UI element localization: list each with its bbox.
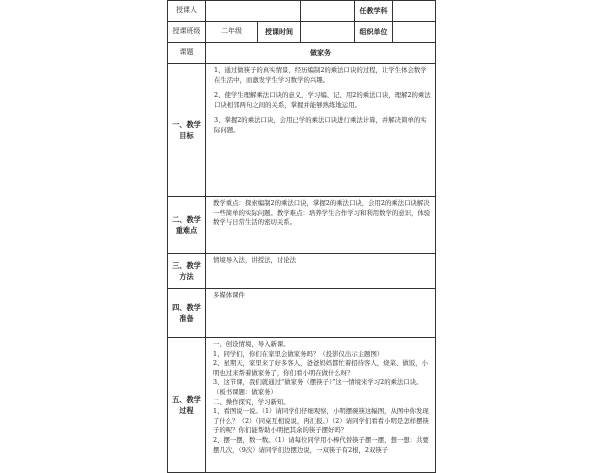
- header-row-topic: [168, 43, 436, 64]
- methods-label: 三、教学方法: [168, 254, 206, 289]
- objectives-content: [206, 64, 436, 197]
- unit-label: 组织单位: [355, 22, 393, 43]
- lesson-plan-document: [167, 0, 435, 454]
- header-row-class: [168, 22, 436, 43]
- teacher-cell: [206, 1, 301, 22]
- process-line: 2、星期天，家里来了好多客人，爸爸妈妈都忙着招待客人，烧菜、做饭，小明也过来帮着做家务了，你们看小明在做什么呀？: [213, 359, 428, 377]
- topic-value: 做家务: [206, 43, 436, 64]
- preparation-text: 多媒体课件: [213, 291, 245, 299]
- section-methods: [168, 254, 436, 289]
- process-label: 五、教学过程: [168, 338, 206, 473]
- section-process: [168, 338, 436, 473]
- class-value: 二年级: [206, 22, 258, 43]
- section-objectives: [168, 64, 436, 197]
- unit-cell: [393, 22, 436, 43]
- header-row-teacher: [168, 1, 436, 22]
- process-line: 二、操作探究，学习新知。: [213, 397, 290, 406]
- topic-label: 课题: [168, 43, 206, 64]
- key-points-content: [206, 197, 436, 254]
- lesson-plan-table: [167, 0, 436, 473]
- preparation-label: 四、教学准备: [168, 289, 206, 338]
- time-cell: [301, 22, 355, 43]
- methods-text: 情境导入法，讲授法，讨论法: [213, 256, 297, 264]
- class-label: 授课班级: [168, 22, 206, 43]
- time-label: 授课时间: [258, 22, 301, 43]
- teacher-label: 授课人: [168, 1, 206, 22]
- key-points-text: 教学重点：探索编制2的乘法口诀，掌握2的乘法口诀，会用2的乘法口诀解决一些简单的实际问题。教学难点：培养学生合作学习和利用数学的意识，体验数学与日常生活的密切关系。: [213, 199, 431, 227]
- process-line: 1、同学们，你们在家里会做家务吗？（投影仪出示主题图）: [213, 349, 384, 358]
- subject-label: 任教学科: [355, 1, 393, 22]
- process-line: 一、创设情境，导入新课。: [213, 340, 290, 348]
- teacher-cell-extra: [301, 1, 355, 22]
- subject-cell: [393, 1, 436, 22]
- section-key-points: [168, 197, 436, 254]
- process-content: [206, 338, 436, 473]
- process-line: 2、摆一摆，数一数。（1）请每位同学用小棒代替筷子摆一摆，想一想：共要摆几次，（9次）请同学们边摆边说，一双筷子有2根，2双筷子: [213, 435, 429, 454]
- objective-item: 1、通过做筷子的真实情景，经历编制2的乘法口诀的过程，让学生体会数学在生活中，而激发学生学习数学的兴趣。: [214, 66, 427, 84]
- key-points-label: 二、教学重难点: [168, 197, 206, 254]
- preparation-content: [206, 289, 436, 338]
- objective-item: 3、掌握2的乘法口诀，会用已学的乘法口诀进行乘法计算，并解决简单的实际问题。: [214, 116, 427, 134]
- process-line: 1、看图说一说。（1）请同学们仔细观察，小明摆碗筷这幅图，从图中你发现了什么？（2）（同桌互相说说，再汇报。）（2）请同学们看看小明是怎样摆筷子的呢？你们能帮助小明把其余的筷子摆好吗？: [213, 407, 429, 435]
- methods-content: [206, 254, 436, 289]
- objectives-label: 一、教学目标: [168, 64, 206, 197]
- section-preparation: [168, 289, 436, 338]
- process-line: 3、这节课，我们就通过“做家务（摆筷子）”这一情境来学习2的乘法口诀。（板书课题：做家务）: [213, 378, 423, 396]
- objective-item: 2、使学生理解乘法口诀的意义，学习编、记、用2的乘法口诀，理解2的乘法口诀相邻两句之间的关系，掌握并能够熟练地运用。: [214, 91, 431, 109]
